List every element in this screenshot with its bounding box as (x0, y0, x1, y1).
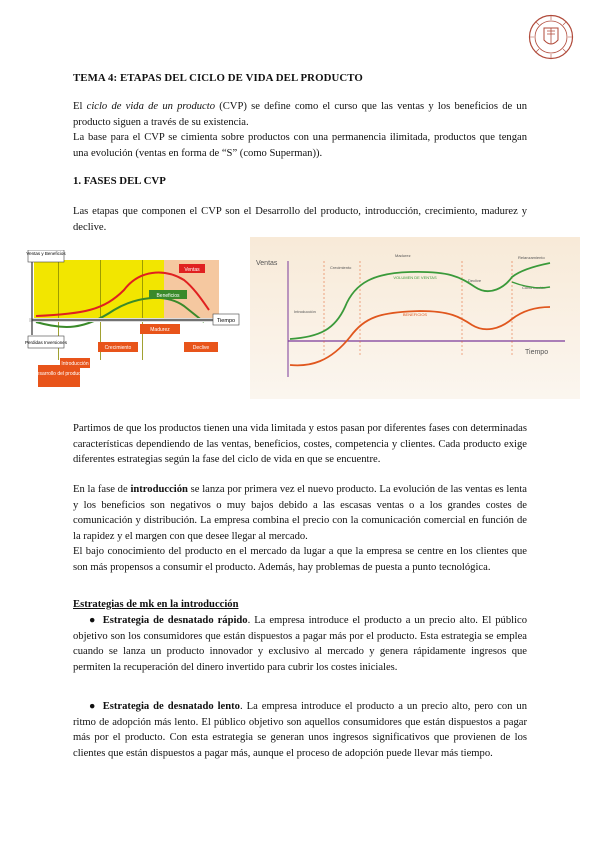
page-title: TEMA 4: ETAPAS DEL CICLO DE VIDA DEL PRODUCTO (73, 72, 363, 84)
volumen-label: VOLUMEN DE VENTAS (393, 275, 437, 280)
right-stage-crecimiento: Crecimiento (330, 265, 352, 270)
section-paragraph-1: Las etapas que componen el CVP son el Desarrollo del producto, introducción, crecimiento, madurez y declive. (73, 206, 527, 233)
strategy-item (73, 699, 527, 761)
intro-paragraph-1: El ciclo de vida de un producto (CVP) se define como el curso que las ventas y los beneficios de un producto siguen a través de su existencia. (73, 101, 527, 128)
stage-desarrollo: Desarrollo del producto (33, 371, 85, 377)
strategy-title: Estrategia de desnatado rápido (102, 615, 248, 626)
right-stage-continuacion: Continuación (522, 285, 546, 290)
strategy-item (73, 613, 527, 675)
product-lifecycle-diagram-right (250, 237, 580, 399)
strategy-title: Estrategia de desnatado lento (102, 701, 240, 712)
stage-crecimiento: Crecimiento (104, 345, 132, 351)
right-stage-relanzamiento: Relanzamiento (518, 255, 545, 260)
bullet-icon: ● (89, 615, 97, 626)
university-seal-icon (528, 14, 574, 60)
ventas-beneficios-label: Ventas y Beneficios (26, 251, 66, 256)
ventas-axis-label: Ventas (256, 260, 278, 267)
strategies-heading: Estrategias de mk en la introducción (73, 599, 239, 610)
stage-introduccion: Introducción (61, 361, 89, 367)
lifecycle-paragraph: Partimos de que los productos tienen una vida limitada y estos pasan por diferentes fases con determinadas características dependiendo de las ventas, beneficios, costes, competencia y clientes. Cada producto exige diferentes estrategias según la fase del ciclo de vida en que se encuentre. (73, 423, 527, 465)
strategy-text: . La empresa introduce el producto a un precio alto. El público objetivo son los consumidores que están dispuestos a pagar más por el producto. Esta estrategia se emplea cuando se lanza un producto innovador y exclusivo al mercado y genera rápidamente ingresos que permiten la recuperación del dinero invertido para cubrir los costes iniciales. (73, 615, 528, 673)
tiempo-label-left: Tiempo (216, 318, 236, 324)
intro-paragraph-2: La base para el CVP se cimienta sobre productos con una permanencia ilimitada, productos que tengan una evolución (ventas en forma de “S” (como Superman)). (73, 132, 527, 159)
perdidas-label: Perdidas Inversiones (24, 340, 68, 345)
beneficios-label-right: BENEFICIOS (402, 312, 428, 317)
bullet-icon: ● (89, 701, 97, 712)
tiempo-axis-label: Tiempo (525, 349, 549, 356)
intro-block (73, 99, 527, 161)
right-stage-introduccion: Introducción (294, 309, 316, 314)
strategy-text: . La empresa introduce el producto a un precio alto, pero con un ritmo de adopción más lento. El público objetivo son aquellos consumidores que están dispuestos a pagar más por el producto. Con esta estrategia se generan unos ingresos significativos que provienen de los clientes que están dispuestos a pagar más, aunque el proceso de adopción puede llevar más tiempo. (73, 701, 527, 759)
right-stage-declive: Declive (468, 278, 482, 283)
section-heading: 1. FASES DEL CVP (73, 175, 166, 187)
ventas-curve-label: Ventas (184, 267, 200, 273)
stage-declive: Declive (192, 345, 210, 351)
right-stage-madurez: Madurez (395, 253, 411, 258)
beneficios-label: Beneficios (156, 293, 180, 299)
introduction-paragraph: En la fase de introducción se lanza por primera vez el nuevo producto. La evolución de las ventas es lenta y los beneficios son negativos o muy bajos debido a las escasas ventas o a los grandes costes de comunicación y distribución. La empresa combina el precio con la comunicación comercial en función de la rapidez y el margen con que desee llegar al mercado. (73, 484, 527, 542)
stage-madurez: Madurez (150, 327, 170, 333)
product-lifecycle-diagram-left (24, 250, 242, 390)
introduction-paragraph-2: El bajo conocimiento del producto en el mercado da lugar a que la empresa se centre en los clientes que son más propensos a consumir el producto. Además, hay problemas de puesta a punto tecnológica. (73, 546, 527, 573)
